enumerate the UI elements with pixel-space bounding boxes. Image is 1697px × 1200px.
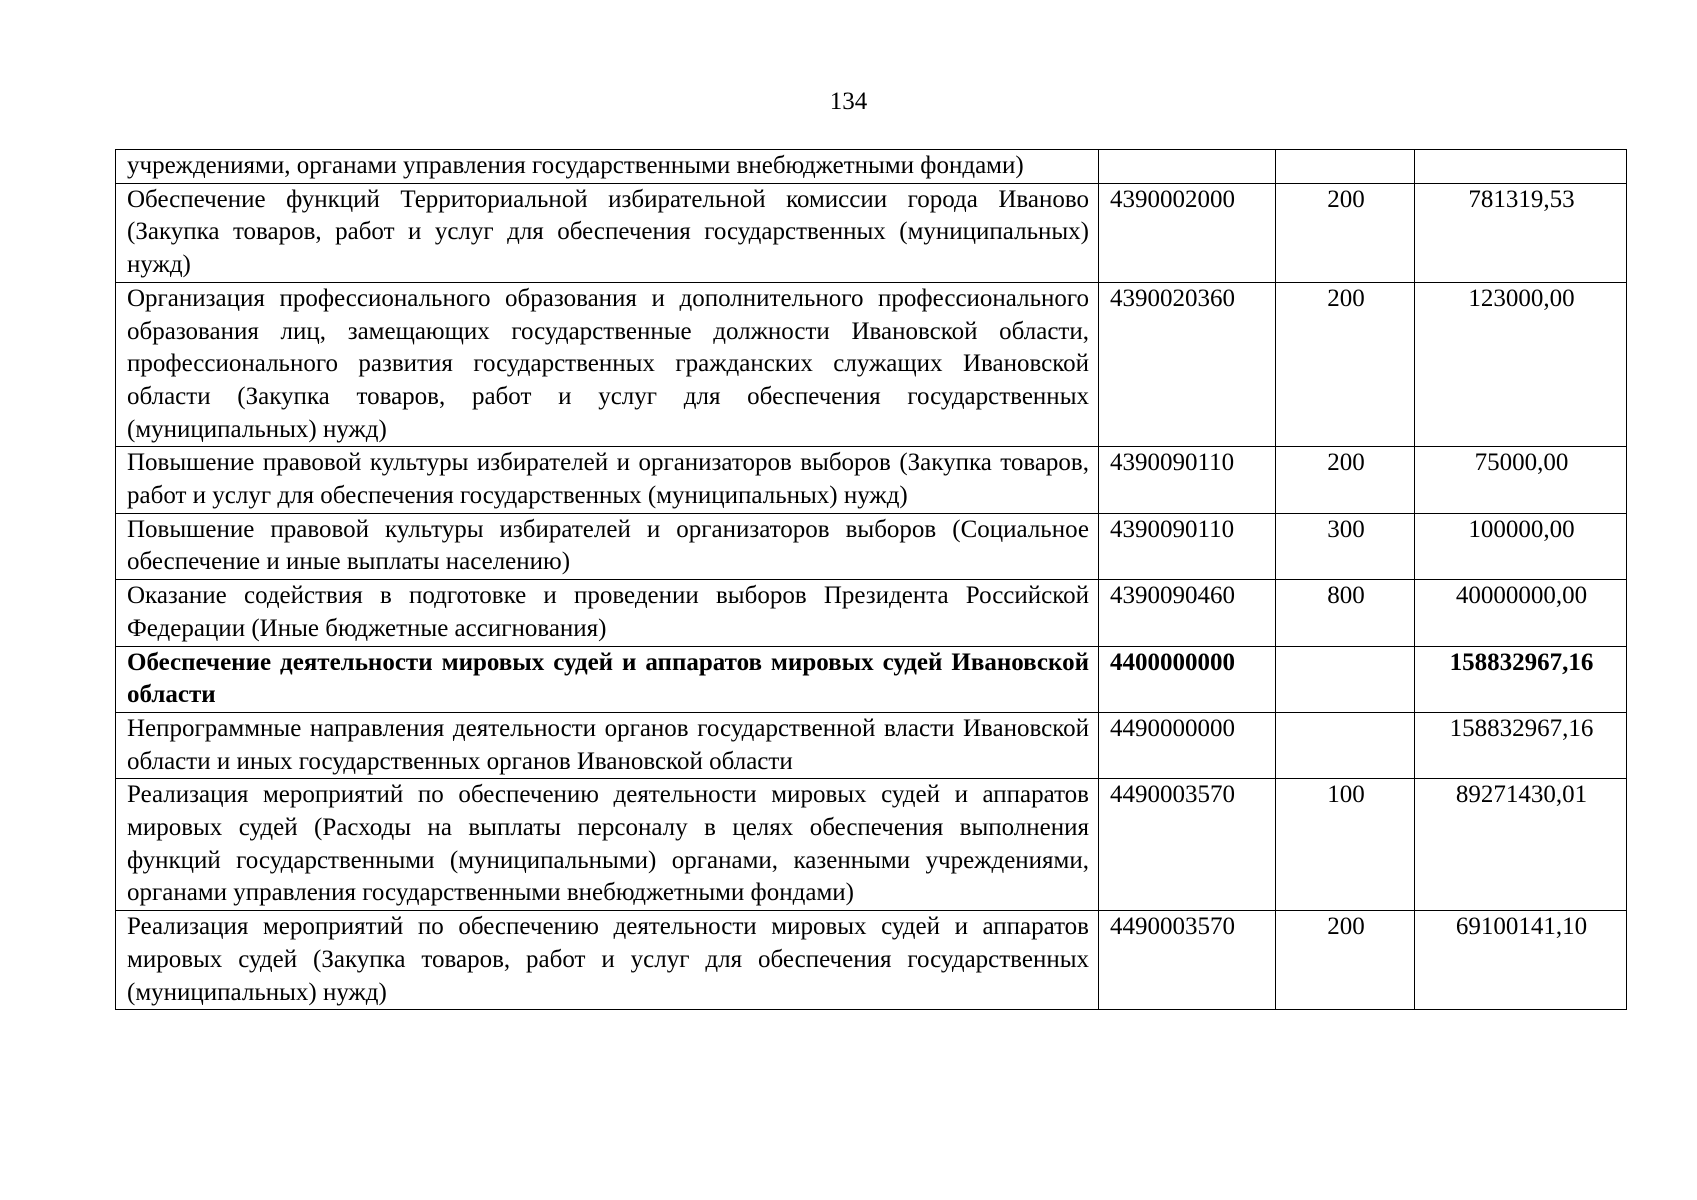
row-type-cell: 200 bbox=[1276, 183, 1415, 282]
table-row bbox=[116, 183, 1627, 282]
row-type-cell: 200 bbox=[1276, 282, 1415, 447]
row-type-cell bbox=[1276, 646, 1415, 712]
row-type-cell bbox=[1276, 150, 1415, 184]
row-name-cell: Обеспечение деятельности мировых судей и аппаратов мировых судей Ивановской области bbox=[116, 646, 1099, 712]
row-type-cell bbox=[1276, 712, 1415, 778]
table-row-section-header bbox=[116, 646, 1627, 712]
row-sum-cell: 158832967,16 bbox=[1415, 646, 1627, 712]
row-name-cell: учреждениями, органами управления государственными внебюджетными фондами) bbox=[116, 150, 1099, 184]
row-code-cell: 4390002000 bbox=[1099, 183, 1276, 282]
row-sum-cell bbox=[1415, 150, 1627, 184]
row-sum-cell: 123000,00 bbox=[1415, 282, 1627, 447]
row-code-cell: 4400000000 bbox=[1099, 646, 1276, 712]
row-code-cell: 4490003570 bbox=[1099, 779, 1276, 911]
row-name-cell: Непрограммные направления деятельности органов государственной власти Ивановской области и иных государственных органов Ивановской области bbox=[116, 712, 1099, 778]
row-code-cell: 4490003570 bbox=[1099, 911, 1276, 1010]
row-sum-cell: 69100141,10 bbox=[1415, 911, 1627, 1010]
row-name-cell: Обеспечение функций Территориальной избирательной комиссии города Иваново (Закупка товаров, работ и услуг для обеспечения государственных (муниципальных) нужд) bbox=[116, 183, 1099, 282]
row-sum-cell: 40000000,00 bbox=[1415, 580, 1627, 646]
row-sum-cell: 89271430,01 bbox=[1415, 779, 1627, 911]
table-row bbox=[116, 282, 1627, 447]
row-name-cell: Организация профессионального образования и дополнительного профессионального образования лиц, замещающих государственные должности Ивановской области, профессионального развития государственных гражданских служащих Ивановской области (Закупка товаров, работ и услуг для обеспечения государственных (муниципальных) нужд) bbox=[116, 282, 1099, 447]
table-row bbox=[116, 712, 1627, 778]
row-code-cell: 4390090460 bbox=[1099, 580, 1276, 646]
row-name-cell: Повышение правовой культуры избирателей и организаторов выборов (Социальное обеспечение и иные выплаты населению) bbox=[116, 513, 1099, 579]
row-code-cell bbox=[1099, 150, 1276, 184]
row-type-cell: 300 bbox=[1276, 513, 1415, 579]
row-name-cell: Повышение правовой культуры избирателей и организаторов выборов (Закупка товаров, работ и услуг для обеспечения государственных (муниципальных) нужд) bbox=[116, 447, 1099, 513]
table-row bbox=[116, 779, 1627, 911]
row-code-cell: 4490000000 bbox=[1099, 712, 1276, 778]
row-sum-cell: 781319,53 bbox=[1415, 183, 1627, 282]
budget-table bbox=[115, 149, 1627, 1010]
row-type-cell: 100 bbox=[1276, 779, 1415, 911]
table-row bbox=[116, 447, 1627, 513]
table-row bbox=[116, 513, 1627, 579]
table-row bbox=[116, 150, 1627, 184]
row-code-cell: 4390090110 bbox=[1099, 513, 1276, 579]
row-type-cell: 800 bbox=[1276, 580, 1415, 646]
row-code-cell: 4390090110 bbox=[1099, 447, 1276, 513]
row-code-cell: 4390020360 bbox=[1099, 282, 1276, 447]
page-number: 134 bbox=[829, 88, 868, 115]
row-type-cell: 200 bbox=[1276, 447, 1415, 513]
table-row bbox=[116, 911, 1627, 1010]
row-sum-cell: 158832967,16 bbox=[1415, 712, 1627, 778]
row-name-cell: Реализация мероприятий по обеспечению деятельности мировых судей и аппаратов мировых судей (Закупка товаров, работ и услуг для обеспечения государственных (муниципальных) нужд) bbox=[116, 911, 1099, 1010]
row-sum-cell: 100000,00 bbox=[1415, 513, 1627, 579]
row-name-cell: Реализация мероприятий по обеспечению деятельности мировых судей и аппаратов мировых судей (Расходы на выплаты персоналу в целях обеспечения выполнения функций государственными (муниципальными) органами, казенными учреждениями, органами управления государственными внебюджетными фондами) bbox=[116, 779, 1099, 911]
row-sum-cell: 75000,00 bbox=[1415, 447, 1627, 513]
row-type-cell: 200 bbox=[1276, 911, 1415, 1010]
row-name-cell: Оказание содействия в подготовке и проведении выборов Президента Российской Федерации (Иные бюджетные ассигнования) bbox=[116, 580, 1099, 646]
budget-table-body bbox=[116, 150, 1627, 1010]
table-row bbox=[116, 580, 1627, 646]
